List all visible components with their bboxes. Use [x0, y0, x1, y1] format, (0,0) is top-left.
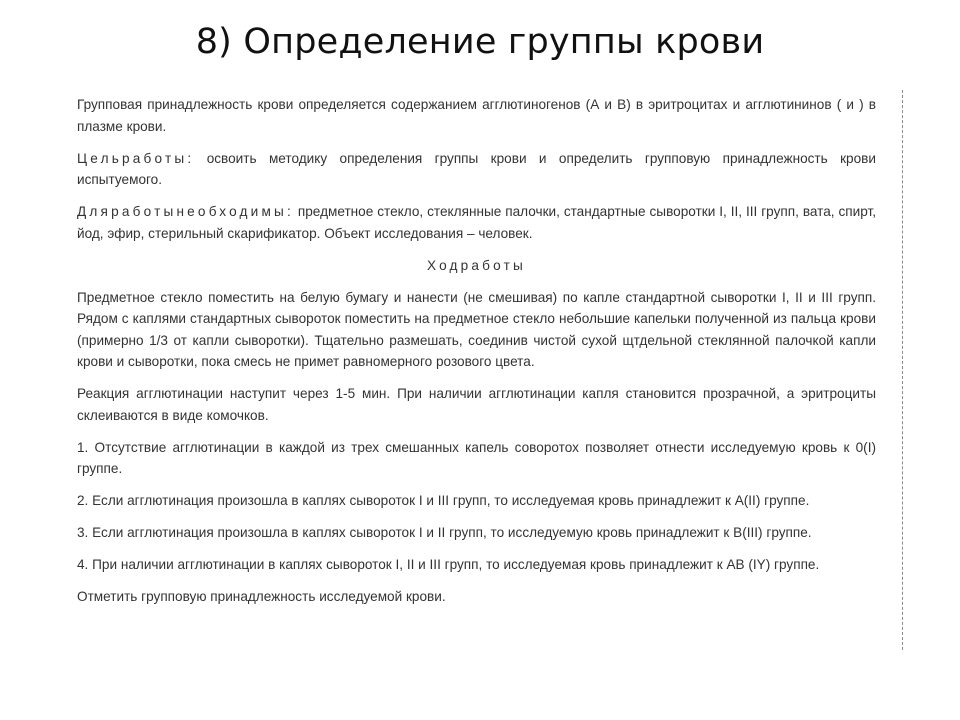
procedure-paragraph: Предметное стекло поместить на белую бумагу и нанести (не смешивая) по капле стандартной сыворотки I, II и III групп. Рядом с каплями стандартных сывороток поместить на предметное стекло небольшие капельки полученной из пальца крови (примерно 1/3 от капли сыворотки). Тщательно размешать, соединив чистой сухой щтдельной стеклянной палочкой капли крови и сыворотки, пока смесь не примет равномерного розового цвета.: [77, 289, 876, 369]
requirements-paragraph: [77, 201, 876, 244]
goal-text: освоить методику определения группы крови и определить групповую принадлежность крови испытуемого.: [77, 150, 876, 187]
goal-label: Цельработы:: [77, 150, 195, 166]
procedure-heading: Ходработы: [426, 257, 527, 273]
result-item-4: 4. При наличии агглютинации в каплях сывороток I, II и III групп, то исследуемая кровь принадлежит к АВ (IY) группе.: [77, 557, 820, 572]
document-text: [77, 94, 876, 618]
result-item-1: 1. Отсутствие агглютинации в каждой из трех смешанных капель соворотох позволяет отнести исследуемую кровь к 0(I) группе.: [77, 439, 876, 476]
intro-paragraph: Групповая принадлежность крови определяется содержанием агглютиногенов (А и В) в эритроцитах и агглютининов ( и ) в плазме крови.: [77, 97, 876, 134]
goal-paragraph: [77, 148, 876, 191]
result-item-3: 3. Если агглютинация произошла в каплях сывороток I и II групп, то исследуемую кровь принадлежит к В(III) группе.: [77, 525, 812, 540]
page-edge-divider: [902, 90, 903, 650]
result-item-2: 2. Если агглютинация произошла в каплях сывороток I и III групп, то исследуемая кровь принадлежит к А(II) группе.: [77, 493, 810, 508]
requirements-text: предметное стекло, стеклянные палочки, стандартные сыворотки I, II, III групп, вата, спирт, йод, эфир, стерильный скарификатор. Объект исследования – человек.: [77, 204, 876, 241]
requirements-label: Дляработынеобходимы:: [77, 204, 294, 219]
slide-title: 8) Определение группы крови: [195, 22, 765, 62]
reaction-paragraph: Реакция агглютинации наступит через 1-5 мин. При наличии агглютинации капля становится прозрачной, а эритроциты склеиваются в виде комочков.: [77, 386, 876, 423]
conclusion-paragraph: Отметить групповую принадлежность исследуемой крови.: [77, 589, 446, 604]
